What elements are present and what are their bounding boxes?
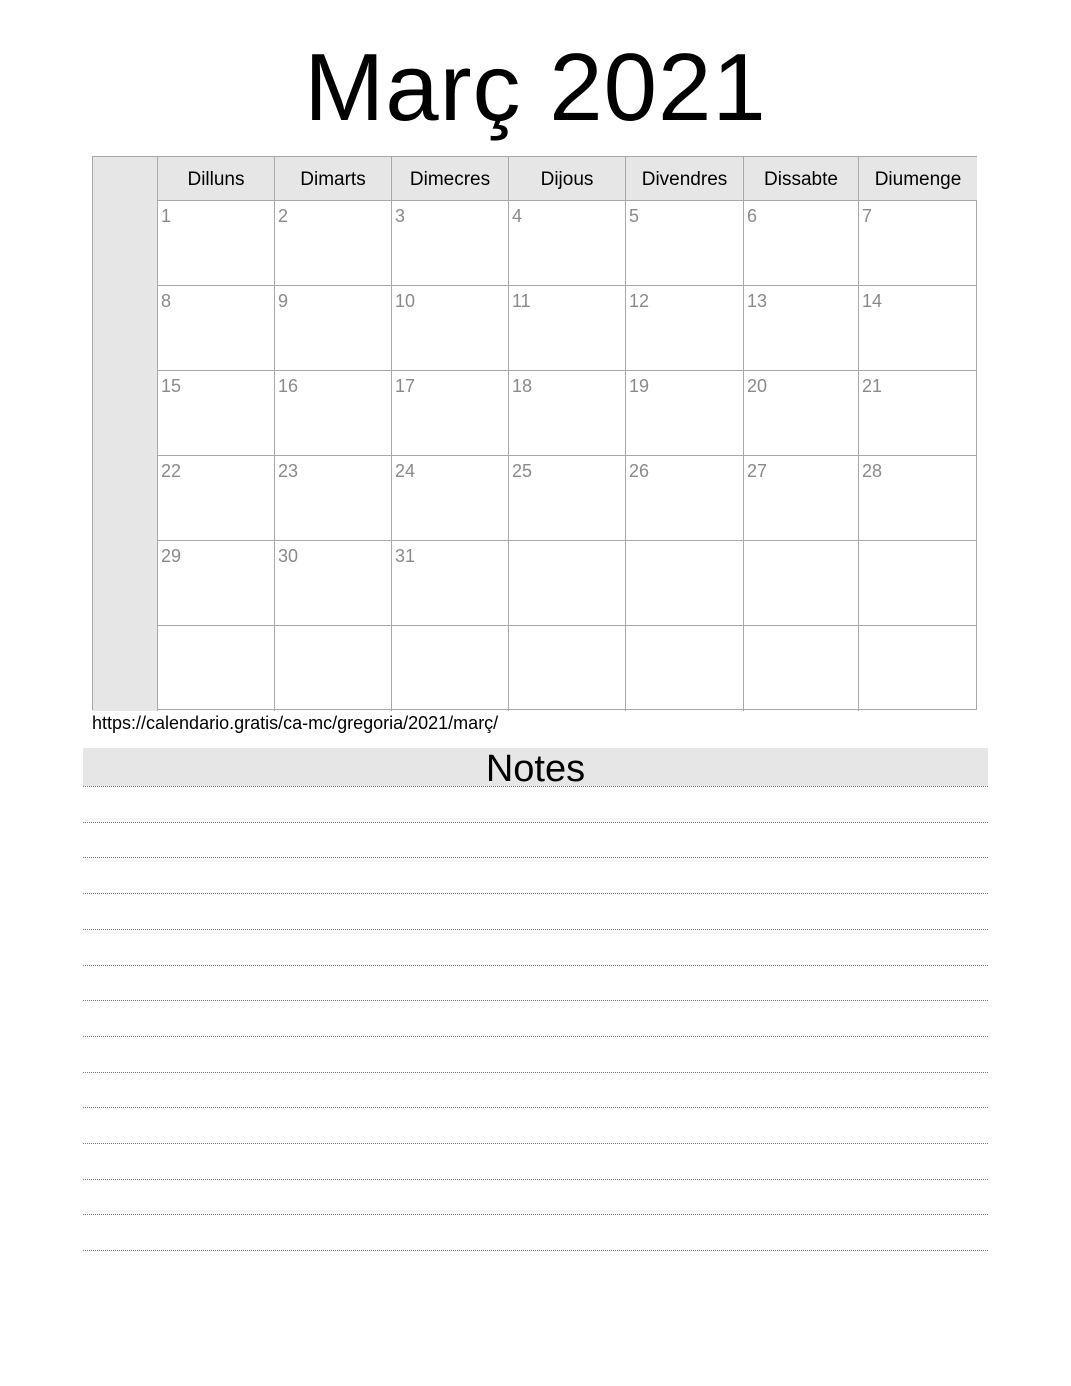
weekday-header: Dissabte bbox=[744, 157, 859, 201]
day-cell[interactable] bbox=[859, 286, 977, 371]
day-cell[interactable] bbox=[626, 286, 744, 371]
day-cell[interactable] bbox=[392, 286, 509, 371]
weekday-header: Dimecres bbox=[392, 157, 509, 201]
weekday-header: Diumenge bbox=[859, 157, 977, 201]
notes-line bbox=[83, 965, 988, 966]
day-cell[interactable] bbox=[275, 286, 392, 371]
day-cell[interactable] bbox=[509, 626, 626, 711]
day-number: 29 bbox=[161, 546, 182, 566]
day-cell[interactable] bbox=[392, 456, 509, 541]
page-title: Març 2021 bbox=[304, 34, 767, 141]
day-number: 28 bbox=[862, 461, 883, 481]
day-number: 19 bbox=[629, 376, 650, 396]
day-number: 12 bbox=[629, 291, 650, 311]
day-cell[interactable] bbox=[509, 456, 626, 541]
notes-line bbox=[83, 1036, 988, 1037]
day-number: 15 bbox=[161, 376, 182, 396]
day-number: 8 bbox=[161, 291, 172, 311]
notes-line bbox=[83, 1107, 988, 1108]
day-cell[interactable] bbox=[158, 541, 275, 626]
day-cell[interactable] bbox=[626, 456, 744, 541]
day-number: 1 bbox=[161, 206, 172, 226]
day-number: 25 bbox=[512, 461, 533, 481]
notes-line bbox=[83, 1250, 988, 1251]
day-cell[interactable] bbox=[275, 541, 392, 626]
day-number: 7 bbox=[862, 206, 873, 226]
notes-line bbox=[83, 1143, 988, 1144]
week-number-column bbox=[93, 157, 158, 711]
day-number: 30 bbox=[278, 546, 299, 566]
day-cell[interactable] bbox=[275, 626, 392, 711]
day-number: 4 bbox=[512, 206, 523, 226]
notes-line bbox=[83, 1072, 988, 1073]
day-cell[interactable] bbox=[744, 286, 859, 371]
day-number: 20 bbox=[747, 376, 768, 396]
day-number: 6 bbox=[747, 206, 758, 226]
day-cell[interactable] bbox=[744, 371, 859, 456]
notes-line bbox=[83, 1179, 988, 1180]
day-cell[interactable] bbox=[392, 626, 509, 711]
day-number: 2 bbox=[278, 206, 289, 226]
day-cell[interactable] bbox=[859, 541, 977, 626]
day-number: 11 bbox=[512, 291, 531, 311]
day-cell[interactable] bbox=[859, 371, 977, 456]
day-cell[interactable] bbox=[158, 286, 275, 371]
day-cell[interactable] bbox=[392, 201, 509, 286]
day-cell[interactable] bbox=[509, 541, 626, 626]
day-cell[interactable] bbox=[509, 286, 626, 371]
day-cell[interactable] bbox=[744, 201, 859, 286]
source-url[interactable]: https://calendario.gratis/ca-mc/gregoria/2021/març/ bbox=[92, 713, 499, 733]
month-calendar-grid bbox=[92, 156, 977, 710]
day-cell[interactable] bbox=[158, 626, 275, 711]
weekday-header: Divendres bbox=[626, 157, 744, 201]
day-number: 9 bbox=[278, 291, 289, 311]
day-number: 21 bbox=[862, 376, 883, 396]
day-cell[interactable] bbox=[744, 626, 859, 711]
day-number: 18 bbox=[512, 376, 533, 396]
day-number: 23 bbox=[278, 461, 299, 481]
day-number: 17 bbox=[395, 376, 416, 396]
day-number: 3 bbox=[395, 206, 406, 226]
notes-line bbox=[83, 929, 988, 930]
day-cell[interactable] bbox=[626, 371, 744, 456]
day-number: 31 bbox=[395, 546, 416, 566]
day-cell[interactable] bbox=[744, 456, 859, 541]
day-number: 13 bbox=[747, 291, 768, 311]
notes-line bbox=[83, 893, 988, 894]
day-cell[interactable] bbox=[392, 541, 509, 626]
day-number: 26 bbox=[629, 461, 650, 481]
day-cell[interactable] bbox=[626, 626, 744, 711]
day-cell[interactable] bbox=[275, 456, 392, 541]
weekday-header: Dimarts bbox=[275, 157, 392, 201]
day-cell[interactable] bbox=[744, 541, 859, 626]
day-cell[interactable] bbox=[158, 371, 275, 456]
day-cell[interactable] bbox=[509, 371, 626, 456]
notes-heading: Notes bbox=[83, 748, 988, 786]
day-number: 22 bbox=[161, 461, 182, 481]
day-cell[interactable] bbox=[158, 201, 275, 286]
day-number: 14 bbox=[862, 291, 883, 311]
weekday-header: Dilluns bbox=[158, 157, 275, 201]
day-cell[interactable] bbox=[859, 201, 977, 286]
day-cell[interactable] bbox=[392, 371, 509, 456]
notes-line bbox=[83, 857, 988, 858]
day-cell[interactable] bbox=[509, 201, 626, 286]
day-number: 16 bbox=[278, 376, 299, 396]
weekday-header: Dijous bbox=[509, 157, 626, 201]
day-cell[interactable] bbox=[275, 201, 392, 286]
day-number: 10 bbox=[395, 291, 416, 311]
day-cell[interactable] bbox=[275, 371, 392, 456]
day-number: 24 bbox=[395, 461, 416, 481]
day-cell[interactable] bbox=[859, 456, 977, 541]
notes-line bbox=[83, 822, 988, 823]
day-cell[interactable] bbox=[626, 541, 744, 626]
day-cell[interactable] bbox=[626, 201, 744, 286]
notes-line bbox=[83, 786, 988, 787]
day-cell[interactable] bbox=[859, 626, 977, 711]
notes-line bbox=[83, 1000, 988, 1001]
notes-line bbox=[83, 1214, 988, 1215]
day-number: 27 bbox=[747, 461, 768, 481]
day-number: 5 bbox=[629, 206, 640, 226]
day-cell[interactable] bbox=[158, 456, 275, 541]
